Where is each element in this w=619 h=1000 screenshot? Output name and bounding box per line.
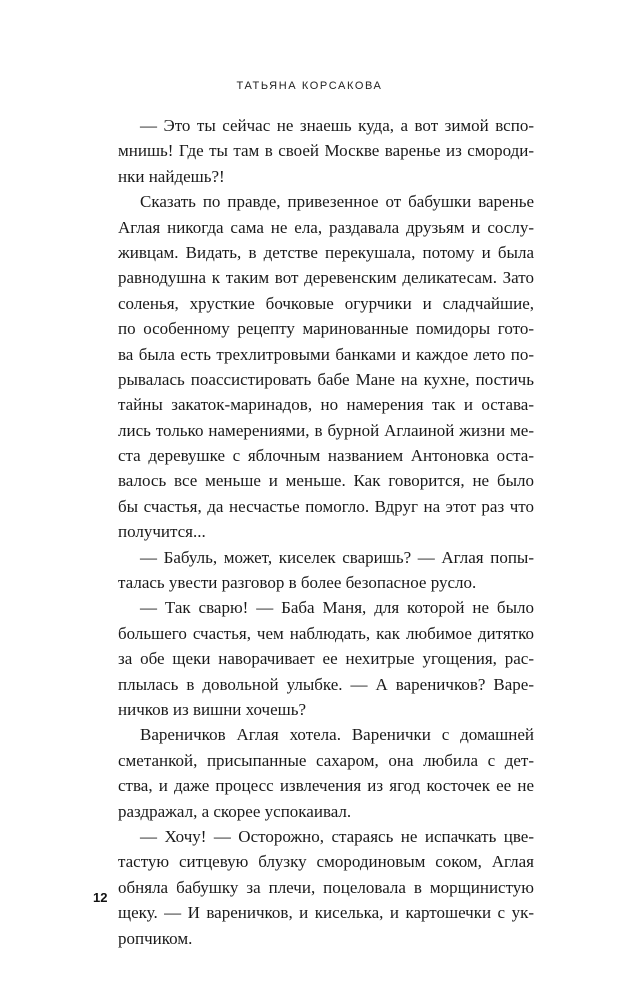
text-line: валось все меньше и меньше. Как говорится, не было: [118, 471, 534, 491]
text-line: тастую ситцевую блузку смородиновым соком, Аглая: [118, 852, 534, 872]
text-line: соленья, хрусткие бочковые огурчики и сладчайшие,: [118, 293, 534, 313]
text-line: талась увести разговор в более безопасное русло.: [118, 573, 477, 593]
text-line: Аглая никогда сама не ела, раздавала друзьям и сослу-: [118, 217, 534, 237]
text-line: получится...: [118, 522, 206, 542]
text-line: равнодушна к таким вот деревенским деликатесам. Зато: [118, 268, 534, 288]
text-line: Сказать по правде, привезенное от бабушки варенье: [140, 192, 534, 212]
text-line: раздражал, а скорее успокаивал.: [118, 801, 352, 821]
text-line: бы счастья, да несчастье помогло. Вдруг на этот раз что: [118, 496, 534, 516]
text-line: ропчиком.: [118, 928, 193, 948]
text-line: ства, и даже процесс извлечения из ягод косточек ее не: [118, 776, 534, 796]
text-line: — Это ты сейчас не знаешь куда, а вот зимой вспо-: [140, 116, 534, 135]
text-line: — Хочу! — Осторожно, стараясь не испачкать цве-: [140, 826, 534, 846]
running-head: ТАТЬЯНА КОРСАКОВА: [236, 80, 383, 92]
text-line: ничков из вишни хочешь?: [118, 699, 307, 719]
text-line: по особенному рецепту маринованные помидоры гото-: [118, 319, 534, 339]
text-line: щеку. — И вареничков, и киселька, и картошечки с ук-: [118, 903, 534, 923]
text-line: сметанкой, присыпанные сахаром, она любила с дет-: [118, 750, 534, 770]
text-line: большего счастья, чем наблюдать, как любимое дитятко: [118, 623, 534, 643]
text-line: — Так сварю! — Баба Маня, для которой не было: [140, 598, 534, 618]
text-line: за обе щеки наворачивает ее нехитрые угощения, рас-: [118, 649, 534, 669]
body-text: [118, 113, 534, 951]
text-line: живцам. Видать, в детстве перекушала, потому и была: [118, 242, 534, 262]
text-line: ста деревушке с яблочным названием Антоновка оста-: [118, 446, 534, 466]
text-line: плылась в довольной улыбке. — А вареничков? Варе-: [118, 674, 534, 694]
text-line: — Бабуль, может, киселек сваришь? — Аглая попы-: [140, 547, 534, 567]
text-line: обняла бабушку за плечи, поцеловала в морщинистую: [118, 877, 534, 897]
page-number: 12: [93, 890, 108, 905]
text-line: мнишь! Где ты там в своей Москве варенье из смороди-: [118, 141, 534, 161]
text-line: ва была есть трехлитровыми банками и каждое лето по-: [118, 344, 534, 364]
text-line: лись только намерениями, в бурной Аглаиной жизни ме-: [118, 420, 534, 440]
text-line: тайны закаток-маринадов, но намерения так и остава-: [118, 395, 534, 415]
text-line: нки найдешь?!: [118, 166, 225, 186]
text-line: рывалась поассистировать бабе Мане на кухне, постичь: [118, 369, 534, 389]
text-line: Вареничков Аглая хотела. Варенички с домашней: [140, 725, 534, 745]
